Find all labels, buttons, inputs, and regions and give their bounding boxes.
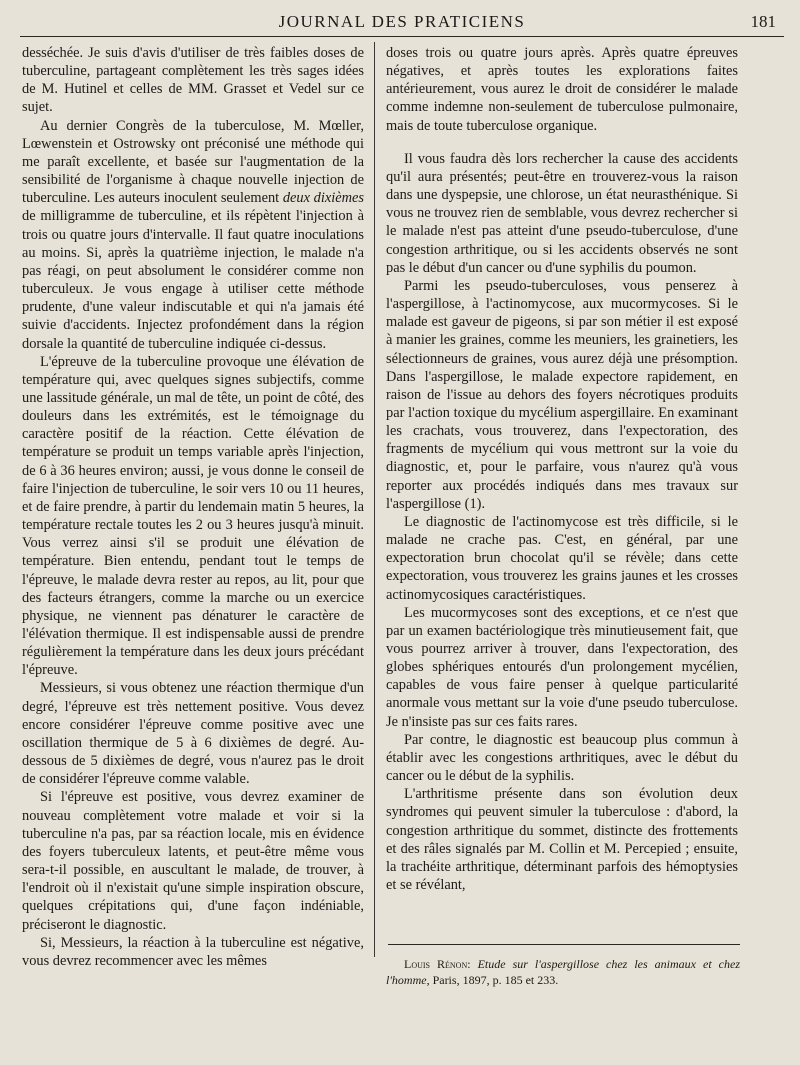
paragraph: Messieurs, si vous obtenez une réaction thermique d'un degré, l'épreuve est très nettement positive. Vous devez encore considérer l'épreuve comme positive avec une oscillation thermique de 5 à 6 dixièmes de degré. Au-dessous de 5 dixièmes de degré, vous n'aurez pas le droit de considérer l'épreuve comme valable.	[22, 680, 364, 788]
page-number: 181	[750, 12, 776, 31]
footnote-text	[386, 956, 740, 988]
paragraph-text: Au dernier Congrès de la tuberculose, M. Mœller, Lœwenstein et Ostrowsky ont préconisé une méthode qui me paraît excellente, et basée sur l'augmentation de la sensibilité de l'organisme à chaque nouvelle injection de tuberculine. Les auteurs inoculent seulement	[22, 117, 364, 207]
footnote-author: Louis Rénon	[404, 957, 468, 971]
paragraph: desséchée. Je suis d'avis d'utiliser de très faibles doses de tuberculine, partageant complètement les très sages idées de M. Hutinel et celles de MM. Grasset et Vedel sur ce sujet.	[22, 45, 364, 116]
column-divider	[374, 42, 375, 957]
footnote-title: Etude sur l'aspergillose chez les animaux et chez l'homme	[386, 957, 740, 987]
paragraph: Par contre, le diagnostic est beaucoup plus commun à établir avec les congestions arthritiques, avec le début du cancer ou le début de la syphilis.	[386, 731, 738, 785]
footnote	[386, 956, 740, 988]
running-header	[20, 8, 784, 37]
paragraph-text: de milligramme de tuberculine, et ils répètent l'injection à trois ou quatre jours d'intervalle. Il faut quatre inoculations au moins. Si, après la quatrième injection, le malade n'a pas réagi, on peut absolument le considérer comme non tuberculeux. Je vous engage à utiliser cette méthode prudente, d'une valeur indiscutable et qui n'a jamais été suivie d'accidents. Injectez profondément dans la région dorsale la quantité de tuberculine indiquée ci-dessus.	[22, 208, 364, 352]
paragraph: Si, Messieurs, la réaction à la tuberculine est négative, vous devrez recommencer avec les mêmes	[22, 934, 364, 969]
paragraph: L'épreuve de la tuberculine provoque une élévation de température qui, avec quelques signes subjectifs, comme une lassitude générale, un mal de tête, un point de côté, des douleurs dans les extrémités, est le témoignage du caractère positif de la réaction. Cette élévation de température se produit un temps variable après l'injection, de 6 à 36 heures environ; aussi, je vous donne le conseil de faire l'injection de tuberculine, le soir vers 10 ou 11 heures, et de faire prendre, à partir du lendemain matin 5 heures, la température rectale toutes les 2 ou 3 heures jusqu'à minuit. Vous verrez ainsi s'il se produit une élévation de température. Bien entendu, pendant tout le temps de l'épreuve, le malade devra rester au repos, au lit, pour que des facteurs étrangers, comme la marche ou un exercice physique, ne viennent pas dénaturer le caractère de l'élévation thermique. Il est indispensable aussi de prendre régulièrement la température dans les deux jours précédant l'épreuve.	[22, 353, 364, 679]
footnote-colon: :	[467, 957, 478, 971]
footnote-divider	[388, 944, 740, 945]
paragraph: Si l'épreuve est positive, vous devrez examiner de nouveau complètement votre malade et voir si la tuberculine n'a pas, par sa réaction locale, mis en évidence des foyers tuberculeux latents, et peut-être même vous sera-t-il possible, en auscultant le malade, de trouver, à l'endroit où il n'existait qu'une simple inspiration obscure, quelques crépitations qui, d'une façon indéniable, préciseront le diagnostic.	[22, 789, 364, 933]
paragraph: Parmi les pseudo-tuberculoses, vous penserez à l'aspergillose, à l'actinomycose, aux mucormycoses. Si le malade est gaveur de pigeons, si par son métier il est exposé à manier les graines, comme les meuniers, les grainetiers, les sélectionneurs de graines, vous aurez déjà une présomption. Dans l'aspergillose, le malade expectore rapidement, en raison de l'issue au dehors des foyers nécrotiques produits par l'action toxique du mycélium aspergillaire. En examinant les crachats, vous trouverez, dans l'expectoration, des fragments de mycélium qui vous mettront sur la voie du diagnostic, et, pour le parfaire, vous n'aurez qu'à vous reporter aux procédés indiqués dans mes travaux sur l'aspergillose (1).	[386, 277, 738, 512]
paragraph: Il vous faudra dès lors rechercher la cause des accidents qu'il aura présentés; peut-être en trouverez-vous la raison dans une dyspepsie, une chlorose, un état neurasthénique. Si vous ne trouvez rien de semblable, vous devrez rechercher si le malade n'est pas atteint d'une pseudo-tuberculose, d'une congestion arthritique, ou si les accidents observés ne sont pas le début d'un cancer ou d'une syphilis du poumon.	[386, 150, 738, 276]
paragraph	[22, 117, 364, 353]
paragraph: Les mucormycoses sont des exceptions, et ce n'est que par un examen bactériologique très minutieusement fait, que vous pourrez arriver à trouver, dans l'expectoration, des globes sphériques entourés d'un prolongement mycélien, capables de vous faire penser à quelque particularité anormale vous mettant sur la voie d'une pseudo tuberculose. Je n'insiste pas sur ces faits rares.	[386, 604, 738, 730]
emphasis-text: deux dixièmes	[282, 190, 364, 207]
paragraph: doses trois ou quatre jours après. Après quatre épreuves négatives, et après toutes les explorations faites antérieurement, vous aurez le droit de considérer le malade comme indemne non-seulement de tuberculose pulmonaire, mais de toute tuberculose organique.	[386, 45, 738, 134]
footnote-reference: , Paris, 1897, p. 185 et 233.	[426, 973, 559, 987]
journal-title: JOURNAL DES PRATICIENS	[278, 12, 526, 31]
right-column	[386, 44, 738, 894]
paragraph: Le diagnostic de l'actinomycose est très difficile, si le malade ne crache pas. C'est, en général, par une expectoration brun chocolat qu'il se révèle; dans cette expectoration, vous trouverez les grains jaunes et les crosses actinomycosiques caractéristiques.	[386, 513, 738, 603]
left-column	[22, 44, 364, 970]
paragraph: L'arthritisme présente dans son évolution deux syndromes qui peuvent simuler la tuberculose : d'abord, la congestion arthritique du sommet, distincte des frottements et des râles signalés par M. Collin et M. Percepied ; ensuite, la trachéite arthritique, déterminant parfois des hémoptysies et se révélant,	[386, 786, 738, 894]
